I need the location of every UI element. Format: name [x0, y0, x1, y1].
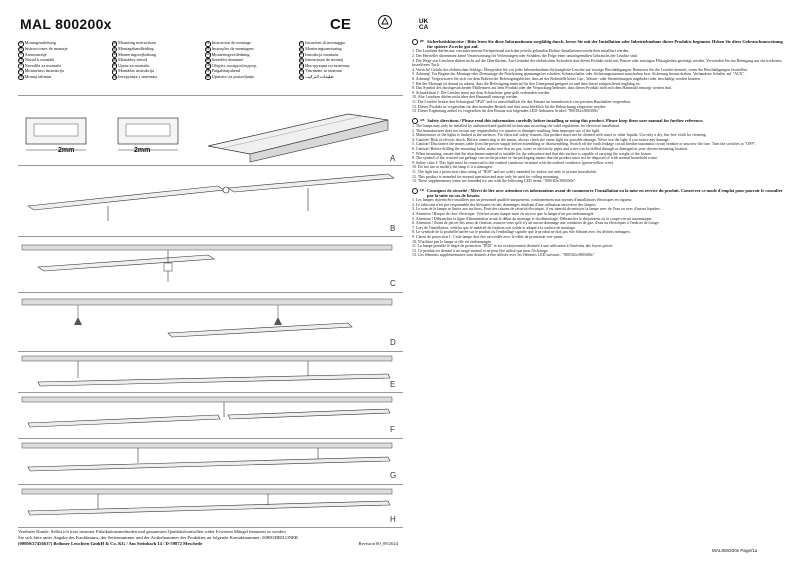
safety-instructions — [412, 39, 788, 262]
recycle-icon — [377, 14, 393, 35]
language-label: Montaj talimatı — [24, 74, 52, 79]
safety-item: 1. Die Leuchten dürfen nur von autorisierten Fachpersonal nach den jeweils geltenden Elektro-Installationsvorschriften installiert werden. — [412, 48, 630, 54]
safety-item: 4. Caution! Risk of electric shock. Before connecting to the mains, always check the entire light for possible damage. Never use the light if you notice any damage. — [412, 136, 670, 142]
section-title-text: Sicherheitshinweise / Bitte lesen Sie diese Informationen sorgfältig durch, bevor Sie mit der Installation oder Inbetriebnahme dieses Produkts beginnen. Heben Sie diese Gebrauchsanweisung für spätere Zwecke gut auf. — [427, 39, 783, 50]
language-flag-icon: DE — [19, 42, 23, 45]
track-final-drawing — [22, 489, 392, 515]
language-flag-icon: PL — [299, 53, 303, 57]
safety-item: 11. The light has a protection class rating of "IP20" and are solely intended for indoor use only of private households. — [412, 169, 597, 175]
footer-line-3 — [18, 541, 398, 547]
ukca-line-2: CA — [418, 23, 429, 31]
language-flag-icon: SE — [299, 47, 303, 51]
language-flag-icon: EE — [206, 69, 210, 73]
language-flag-icon: TR — [19, 75, 23, 79]
safety-item: 4. Vorsicht! Gefahr des elektrischen Schlags. Überprüfen Sie vor jeder Inbetriebnahme die komplette Leuchte auf etwaige Beschädigungen. Benutzen Sie die Leuchte niemals, wenn Sie Beschädigungen feststellen. — [412, 66, 748, 72]
track-straight-drawing — [28, 174, 394, 210]
language-item — [205, 75, 295, 81]
safety-item: 9. Classe de protection I : Cette lampe doit être raccordée avec le câble de protection vert-jaune. — [412, 233, 564, 239]
language-label: Montagehandleiding — [118, 46, 154, 52]
language-label: Інструкція з монтажу — [118, 74, 158, 79]
panel-g — [18, 438, 403, 484]
safety-item: 5. Attention ! Débrancher la ligne d'alimentation avant le début du montage et du démontage. Débrancher le disjoncteur ou le coupe-circuit automatique. — [412, 215, 653, 221]
panel-b — [18, 165, 403, 236]
section-title-text: Consignes de sécurité / Merci de lire avec attention ces informations avant de commencer l'installation ou la mise en service du produit. Conservez ce mode d'emploi pour pouvoir le consulter par la suite en cas de besoin. — [427, 187, 783, 199]
panel-label-a: A — [390, 154, 396, 163]
safety-item: 10. N'utilisez pas la lampe si elle est endommagée. — [412, 238, 493, 244]
safety-item: 8. Das Symbol des durchgestrichenen Mülleimers auf dem Produkt oder der Verpackung bedeutet, dass dieses Produkt nicht mit dem Hausmüll entsorgt werden darf. — [412, 85, 673, 91]
safety-item: 12. This product is intended for normal operation and may only be used for ceiling mounting. — [412, 173, 560, 179]
language-label: Инструкция по монтажу — [305, 63, 350, 68]
section-body — [412, 49, 788, 113]
language-label: Monteringsanvisning — [305, 46, 342, 52]
safety-item: 3. Die Wege von Leuchten dürfen nicht auf die Oberflächen. Aus Gründen der elektrischen Sicherheit darf dieses Produkt nicht mit Wasser oder sonstigen Flüssigkeiten gereinigt werden. Verwenden Sie zur Reinigung nur ein trockenes, fusselfreies Tuch. — [412, 57, 783, 68]
section-flag-icon — [412, 188, 418, 194]
language-list — [18, 41, 388, 80]
panel-c — [18, 236, 403, 292]
track-connection-drawing — [22, 397, 392, 427]
language-flag-icon: RS — [206, 75, 210, 79]
safety-item: 10. Alte Leuchten dürfen nicht über den Hausmüll entsorgt werden. — [412, 94, 519, 100]
language-label: Οδηγίες συναρμολόγησης — [211, 63, 257, 68]
language-flag-icon: IT — [300, 42, 303, 45]
language-label: Instrucțiuni de montaj — [305, 57, 344, 63]
language-label: Asennusohje — [24, 52, 47, 57]
safety-item: 9. Safety class I: This light must be connected to the earthed conductor terminal with the earthed conductor (green-yellow wire). — [412, 159, 615, 165]
panel-label-c: C — [390, 279, 396, 288]
panel-d — [18, 292, 403, 351]
safety-item: 12. Dieses Produkt ist vorgesehen für den normalen Betrieb und darf ausschließlich für die Beleuchtung eingesetzt werden. — [412, 103, 607, 109]
language-flag-icon: HU — [206, 58, 210, 62]
safety-item: 7. Bei der Montage ist darauf zu achten, dass die Befestigung material für den Untergrund geeignet ist und dass dieser entsprechend tragfähig ist. — [412, 80, 641, 86]
language-label: Návod k montáži — [24, 57, 55, 63]
footer-line-2: Sie sich bitte unter Angabe des Kaufdatums, der Seriennummer und der Artikelnummer des Produktes an folgende Kontaktnummer: 00800/BRILONER — [18, 534, 298, 540]
ukca-line-1: UK — [418, 17, 429, 25]
language-label: Montavimo instrukcija — [24, 68, 64, 74]
footer-address: (00800/27456637) Briloner Leuchten GmbH & Co. KG / Am Steinbach 14 / D-59872 Meschede — [18, 540, 203, 546]
language-flag-icon: FI — [19, 53, 22, 57]
safety-section — [412, 118, 788, 184]
footer-revision: Revision 00_09/2024 — [358, 540, 398, 546]
safety-item: 2. The manufacturer does not accept any responsibility for injuries or damages resulting from improper use of the light. — [412, 127, 601, 133]
language-flag-icon: LT — [19, 69, 23, 73]
language-label: Montážny návod — [118, 57, 148, 63]
safety-item: 6. Attention ! Avant de percer des trous de fixation, assurez-vous qu'il n'y ait aucun dommage aux conduites de gaz, d'eau ou électriques à l'endroit de forage. — [412, 220, 660, 226]
safety-item: 5. Caution! Disconnect the mains cable from the power supply before assembling or disassembling. Switch off the earth leakage circuit breaker/automatic circuit breaker or unscrew the fuse. Turn the switches to "OFF". — [412, 141, 757, 147]
dimension-label-2: 2mm — [134, 147, 151, 154]
language-flag-icon: HR — [112, 64, 117, 68]
language-flag-icon: NO — [206, 53, 210, 57]
language-flag-icon: SI — [19, 64, 22, 68]
screw-icon — [108, 188, 308, 221]
language-flag-icon: UA — [112, 75, 117, 79]
track-assembled-drawing — [22, 443, 392, 471]
safety-item: 11. La lampe possède le degré de protection "IP20" et est exclusivement destinée à une utilisation à l'intérieur des foyers privés. — [412, 243, 614, 249]
language-item — [299, 75, 389, 81]
safety-item: 4. Attention ! Risque de choc électrique. Vérifiez avant chaque mise en service que la lampe n'est pas endommagée. — [412, 211, 595, 217]
safety-item: 11. Die Leuchte besitzt den Schutzgrad "IP20" und ist ausschließlich für den Einsatz im Innenbereich von privaten Haushalten vorgesehen. — [412, 98, 632, 104]
language-item — [112, 75, 202, 81]
panel-a — [18, 95, 403, 166]
safety-item: 8. Le symbole de la poubelle barrée sur le produit ou l'emballage signifie que le produit ne doit pas être éliminé avec les déchets ménagers. — [412, 229, 631, 235]
panel-label-d: D — [390, 338, 396, 347]
panel-label-b: B — [390, 224, 396, 233]
safety-item: 8. The symbol of the crossed-out garbage can on the product or the packaging means that the product must not be disposed of with normal household waste. — [412, 155, 658, 161]
footer-contact — [18, 529, 398, 546]
ceiling-track-drawing — [22, 245, 392, 282]
language-label: Istruzioni di montaggio — [305, 41, 346, 46]
track-mounting-drawing — [22, 356, 392, 386]
safety-item: 3. Maintenance of the lights is limited to the surfaces. For electrical safety reasons, this product must not be cleaned with water or other liquids. Use only a dry, lint-free cloth for cleaning. — [412, 132, 707, 138]
section-title-text: Safety directions / Please read this information carefully before installing or using this product. Please keep these user manual for further reference. — [427, 117, 704, 123]
language-flag-icon: GB — [112, 42, 117, 45]
language-label: Monteringsveiledning — [211, 52, 250, 57]
document-title: MAL 800200x — [20, 16, 112, 32]
panel-label-g: G — [390, 471, 397, 480]
language-label: Navodila za montažo — [24, 63, 62, 68]
dimension-label-1: 2mm — [58, 147, 75, 154]
safety-item: 7. Lors de l'installation, vérifiez que le matériel de fixation soit solide et adapté à la surface de montage. — [412, 224, 576, 230]
page-number: MAL800200x Page/1a — [712, 548, 758, 553]
certification-marks — [330, 14, 428, 35]
panel-e — [18, 351, 403, 392]
language-label: Upute za montažu — [118, 63, 150, 68]
language-label: Instrucciones de montaje — [24, 46, 68, 52]
anchor-plug-drawing — [22, 299, 392, 337]
language-flag-icon: GR — [206, 64, 210, 68]
safety-item: 2. Der Hersteller übernimmt keine Verantwortung für Verletzungen oder Schäden, die Folge einer unsachgemäßen Gebrauchs der Leuchte sind. — [412, 53, 638, 58]
section-body — [412, 124, 788, 184]
language-flag-icon: BG — [299, 69, 304, 73]
language-label: Instrukcja montażu — [305, 52, 339, 57]
section-language: GB — [420, 117, 425, 122]
language-flag-icon: LV — [112, 69, 116, 73]
panel-label-e: E — [390, 380, 396, 389]
safety-item: 12. Ce produit est destiné à un usage normal et ne peut être utilisé que pour l'éclairage. — [412, 247, 549, 253]
ukca-mark — [419, 19, 428, 31]
language-label: Упътване за монтаж — [305, 68, 342, 74]
safety-item: 13. Dieser Ergänzung artikel ist vorgesehen für den Einsatz mit folgenden LED-Anbauten Artikel: "800182x/800300x" — [412, 108, 600, 114]
language-label: Instruction de montage — [211, 41, 252, 46]
safety-item: 1. The lamps may only be installed by authorized and qualified technicians according the valid regulations for electrical installation. — [412, 123, 621, 129]
language-label: Instruções de montagem — [211, 46, 254, 52]
language-label: تعليمات التركيب — [305, 74, 334, 79]
safety-item: 7. When mounting, ensure that the attachment material is suitable for the subsurface and that this surface is capable of carrying the weight of the fixture. — [412, 150, 653, 156]
safety-item: 10. Do not use or modify the lamp if it is damaged. — [412, 164, 493, 170]
panel-label-f: F — [390, 425, 395, 434]
section-body — [412, 198, 788, 258]
language-flag-icon: CZ — [19, 58, 23, 62]
language-label: Paigaldusjuhend — [211, 68, 240, 74]
safety-item: 9. Schutzklasse I: Die Leuchte muss mit dem Schutzleiter grün-gelb verbunden werden. — [412, 89, 551, 95]
language-flag-icon: RO — [299, 58, 304, 62]
panel-f — [18, 392, 403, 438]
language-flag-icon: RU — [299, 64, 304, 68]
language-flag-icon: NL — [112, 47, 117, 51]
safety-item: 1. Les lampes doivent être installées par un personnel qualifié uniquement, conformément aux normes d'installations électriques en vigueur. — [412, 197, 633, 203]
section-language: DE — [420, 39, 425, 43]
panel-label-h: H — [390, 515, 396, 524]
language-label: Montageanleitung — [24, 41, 56, 46]
footer-line-1: Verehrter Kunde. Selbst ich trotz neuester Fabrikationsmethoden und genauesten Qualitätskontrollen wider Erwarten Mängel benutzen so werden — [18, 529, 286, 534]
panel-h — [18, 484, 403, 528]
ce-mark: CE — [330, 16, 351, 33]
language-flag-icon: DK — [112, 53, 117, 57]
language-flag-icon: ES — [19, 47, 23, 51]
language-label: Szerelési útmutató — [211, 57, 244, 63]
language-flag-icon: AR — [299, 75, 304, 79]
track-connector-drawing — [208, 114, 388, 162]
language-label: Mounting instructions — [118, 41, 157, 46]
safety-section — [412, 188, 788, 258]
safety-item: 2. Le fabricant n'est pas responsable des blessures ou des dommages résultant d'une utilisation incorrecte des lampes. — [412, 201, 597, 207]
section-flag-icon — [412, 39, 418, 45]
safety-item: 3. Le soin de la lampe se limite aux surfaces. Pour des raisons de sécurité électrique, il est interdit de nettoyer la lampe avec de l'eau ou avec d'autres liquides. — [412, 206, 661, 212]
safety-item: 6. Caution! Before drilling the mounting holes, make sure that no gas, water or electricity pipes and wires can be drilled through or damaged at your chosen mounting location. — [412, 146, 689, 152]
safety-section — [412, 39, 788, 114]
language-label: Uputstvo za postavljanje — [211, 74, 255, 79]
language-item — [18, 75, 108, 81]
language-flag-icon: FR — [206, 42, 210, 45]
safety-item: 13. Ces éléments supplémentaires sont destinés à être utilisés avec les éléments LED suivants : "800182x/800300x" — [412, 252, 595, 258]
safety-item: 5. Achtung! Vor Beginn der Montage oder Demontage die Netzleitung spannungsfrei schalten. Schutzschalter oder Sicherungsautomat ausschalten bzw. Sicherung heraus drehen. Vorhandene Schalter auf "AUS". — [412, 71, 745, 77]
safety-item: 13. These supplementary items are intended for use with the following LED items: "800182x/800300x" — [412, 178, 576, 184]
safety-item: 6. Achtung! Vergewissern Sie sich vor dem Bohren der Befestigungslöcher, dass an der Bohrstelle keine Gas-, Wasser- oder Stromleitungen angebohrt oder beschädigt werden können. — [412, 75, 701, 81]
language-flag-icon: PT — [206, 47, 210, 51]
language-label: Montāžas instrukcija — [118, 68, 155, 74]
language-flag-icon: SK — [112, 58, 116, 62]
language-label: Monteringsvejledning — [118, 52, 157, 57]
track-profile-icon — [26, 118, 178, 150]
section-language: FR — [420, 187, 424, 192]
